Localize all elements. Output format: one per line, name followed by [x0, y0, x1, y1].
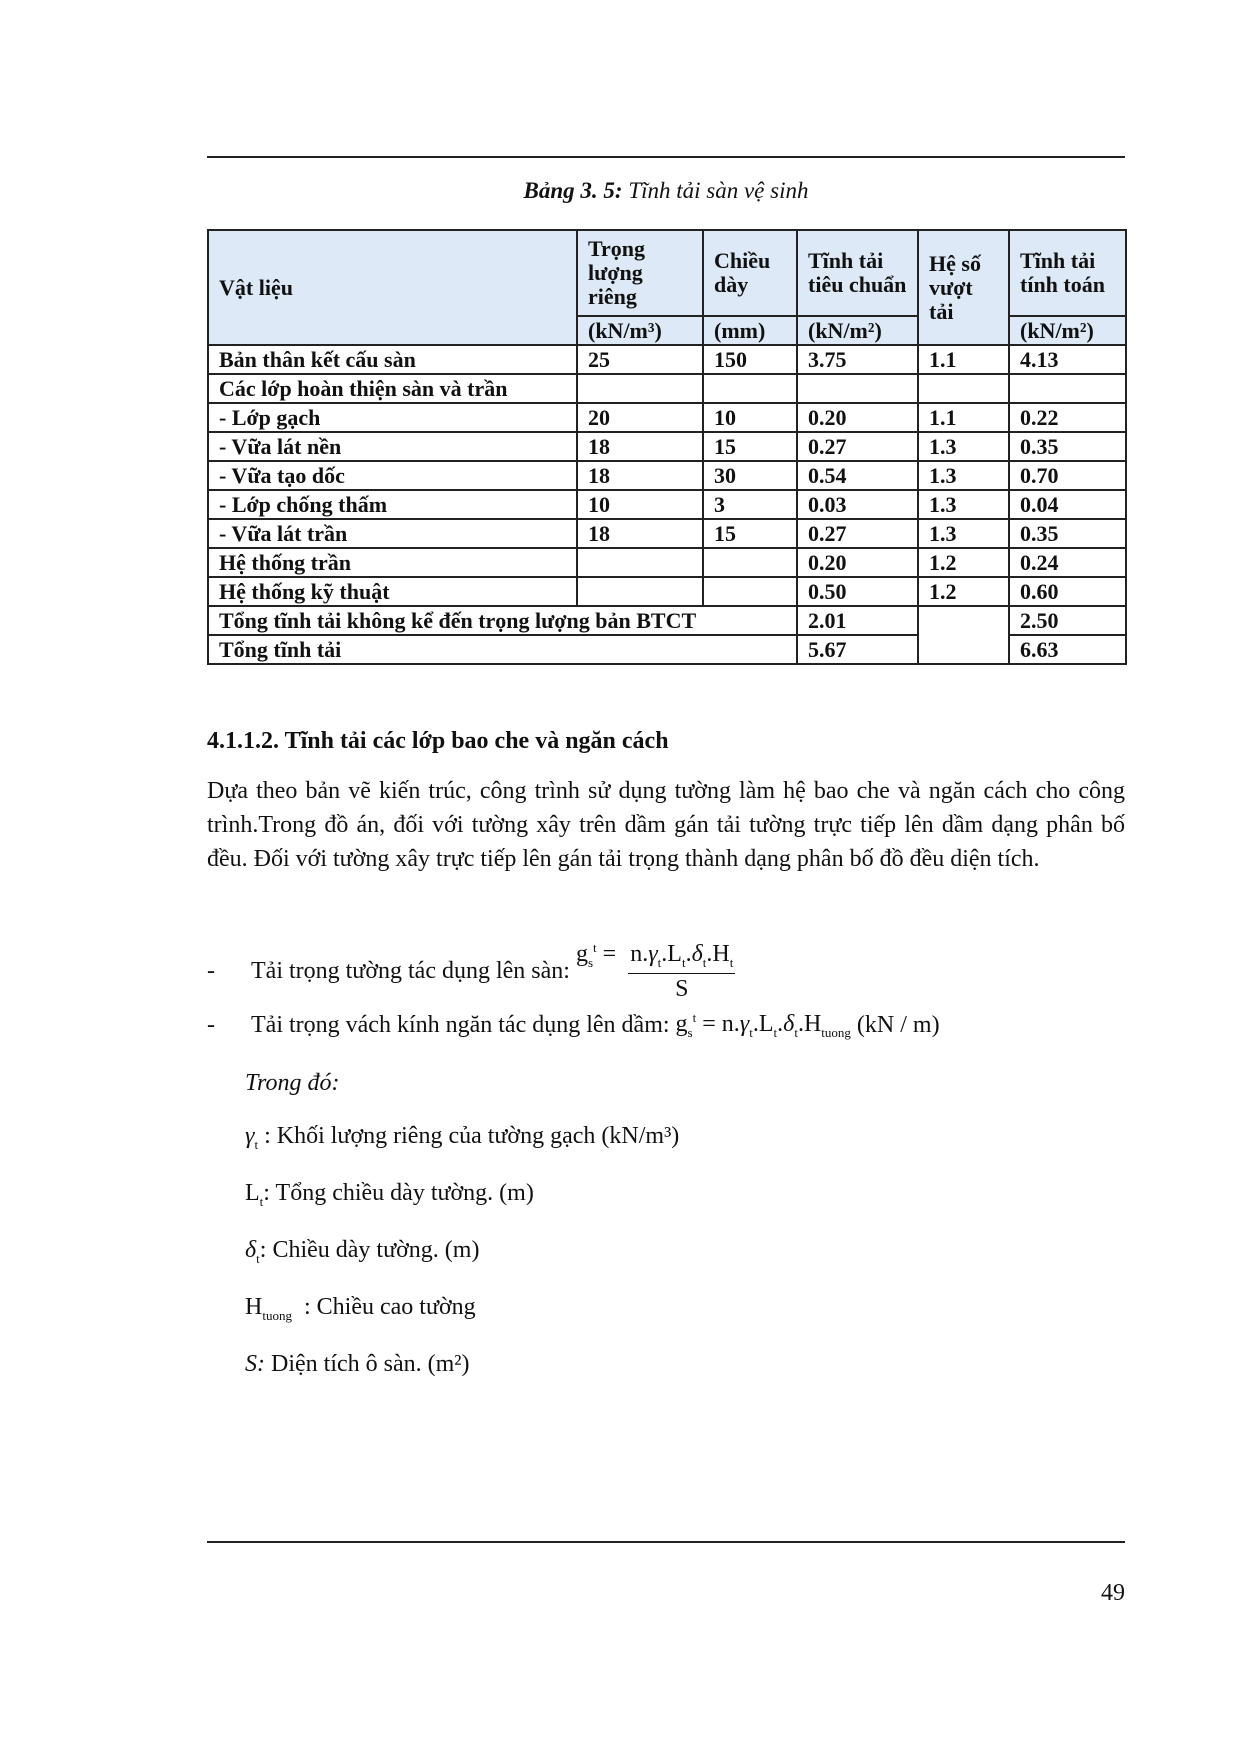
table-header-row [208, 230, 1126, 316]
cell-factor: 1.3 [918, 490, 1009, 519]
def-L: $L_t$: Tổng chiều dày tường. (m) [245, 1180, 534, 1209]
table-body [208, 345, 1126, 606]
cell-material: - Lớp chống thấm [208, 490, 577, 519]
cell-material: - Vữa lát trần [208, 519, 577, 548]
total-std: 5.67 [797, 635, 918, 664]
total-calc: 6.63 [1009, 635, 1126, 664]
cell-calc [1009, 374, 1126, 403]
caption-title: Tĩnh tải sàn vệ sinh [628, 178, 809, 203]
cell-thickness: 150 [703, 345, 797, 374]
total-factor-blank [918, 606, 1009, 664]
bullet-dash: - [207, 957, 215, 984]
header-rule [207, 156, 1125, 158]
cell-material: - Vữa tạo dốc [208, 461, 577, 490]
cell-std: 0.27 [797, 432, 918, 461]
cell-factor: 1.2 [918, 577, 1009, 606]
cell-material: - Lớp gạch [208, 403, 577, 432]
where-title: Trong đó: [245, 1070, 340, 1096]
cell-factor: 1.3 [918, 432, 1009, 461]
cell-std: 0.54 [797, 461, 918, 490]
cell-density: 20 [577, 403, 703, 432]
def-delta: $\delta_t$: Chiều dày tường. (m) [245, 1237, 480, 1266]
cell-calc: 0.60 [1009, 577, 1126, 606]
cell-calc: 4.13 [1009, 345, 1126, 374]
cell-std: 0.20 [797, 403, 918, 432]
cell-density [577, 577, 703, 606]
total-excl-label: Tổng tĩnh tải không kể đến trọng lượng bản BTCT [208, 606, 797, 635]
unit-thickness: (mm) [703, 316, 797, 345]
cell-std: 0.20 [797, 548, 918, 577]
header-density: Trọng lượng riêng [577, 230, 703, 316]
cell-thickness [703, 577, 797, 606]
cell-material: Bản thân kết cấu sàn [208, 345, 577, 374]
cell-factor: 1.3 [918, 461, 1009, 490]
table-row [208, 490, 1126, 519]
formula-2-expression: $g_s^t = n.\gamma_t.L_t.\delta_t.H_{tuong}$ [669, 1010, 851, 1040]
cell-std: 0.50 [797, 577, 918, 606]
table-row [208, 577, 1126, 606]
cell-thickness: 10 [703, 403, 797, 432]
cell-density: 18 [577, 432, 703, 461]
cell-thickness: 15 [703, 432, 797, 461]
cell-material: Hệ thống trần [208, 548, 577, 577]
header-calc-load: Tĩnh tải tính toán [1009, 230, 1126, 316]
cell-density [577, 374, 703, 403]
unit-density: (kN/m³) [577, 316, 703, 345]
total-excl-calc: 2.50 [1009, 606, 1126, 635]
table-row [208, 345, 1126, 374]
def-S [245, 1351, 469, 1378]
formula-wall-on-slab [207, 940, 735, 1003]
cell-factor: 1.3 [918, 519, 1009, 548]
header-factor: Hệ số vượt tải [918, 230, 1009, 345]
def-S-text: Diện tích ô sàn. (m²) [265, 1351, 470, 1377]
dead-load-table [207, 229, 1127, 665]
table-caption [207, 178, 1125, 204]
table-row [208, 374, 1126, 403]
cell-calc: 0.22 [1009, 403, 1126, 432]
cell-thickness [703, 374, 797, 403]
section-paragraph: Dựa theo bản vẽ kiến trúc, công trình sử dụng tường làm hệ bao che và ngăn cách cho công trình.Trong đồ án, đối với tường xây trên dầm gán tải tường trực tiếp lên dầm dạng phân bố đều. Đối với tường xây trực tiếp lên gán tải trọng thành dạng phân bố đồ đều diện tích. [207, 778, 1125, 872]
formula-1-expression: $g_s^t$ = $\frac{n.\gamma_t.L_t.\delta_t.H_t}{S}$ [569, 940, 734, 1002]
def-gamma: $\gamma_t$ : Khối lượng riêng của tường gạch (kN/m³) [245, 1123, 680, 1152]
table-row [208, 519, 1126, 548]
cell-density: 10 [577, 490, 703, 519]
header-thickness: Chiều dày [703, 230, 797, 316]
cell-calc: 0.24 [1009, 548, 1126, 577]
formula-1-label: Tải trọng tường tác dụng lên sàn: [251, 957, 570, 984]
cell-std: 0.27 [797, 519, 918, 548]
table-row [208, 548, 1126, 577]
cell-material: Hệ thống kỹ thuật [208, 577, 577, 606]
def-H-text: : Chiều cao tường [303, 1294, 476, 1320]
cell-calc: 0.70 [1009, 461, 1126, 490]
formula-2-label: Tải trọng vách kính ngăn tác dụng lên dầm: [251, 1011, 670, 1038]
def-H: $H_{tuong}$ : Chiều cao tường [245, 1294, 476, 1323]
footer-rule [207, 1541, 1125, 1543]
cell-factor: 1.1 [918, 403, 1009, 432]
total-label: Tổng tĩnh tải [208, 635, 797, 664]
page-number: 49 [1101, 1580, 1125, 1606]
cell-std: 3.75 [797, 345, 918, 374]
section-heading: 4.1.1.2. Tĩnh tải các lớp bao che và ngăn cách [207, 728, 669, 754]
cell-factor: 1.1 [918, 345, 1009, 374]
cell-factor: 1.2 [918, 548, 1009, 577]
cell-density [577, 548, 703, 577]
bullet-dash: - [207, 1011, 215, 1038]
header-material: Vật liệu [208, 230, 577, 345]
cell-calc: 0.35 [1009, 432, 1126, 461]
cell-calc: 0.04 [1009, 490, 1126, 519]
total-excl-std: 2.01 [797, 606, 918, 635]
cell-calc: 0.35 [1009, 519, 1126, 548]
formula-2-unit: (kN / m) [856, 1011, 940, 1038]
cell-factor [918, 374, 1009, 403]
cell-thickness: 3 [703, 490, 797, 519]
caption-label: Bảng 3. 5: [523, 178, 623, 203]
formula-glass-on-beam [207, 1010, 940, 1041]
table-row-total-excl [208, 606, 1126, 635]
def-S-symbol: S: [245, 1351, 265, 1377]
def-gamma-text: : Khối lượng riêng của tường gạch (kN/m³) [264, 1123, 680, 1149]
unit-calc-load: (kN/m²) [1009, 316, 1126, 345]
table-row [208, 432, 1126, 461]
unit-std-load: (kN/m²) [797, 316, 918, 345]
cell-std: 0.03 [797, 490, 918, 519]
cell-std [797, 374, 918, 403]
cell-thickness: 30 [703, 461, 797, 490]
cell-density: 18 [577, 519, 703, 548]
cell-density: 18 [577, 461, 703, 490]
cell-thickness: 15 [703, 519, 797, 548]
cell-density: 25 [577, 345, 703, 374]
header-std-load: Tĩnh tải tiêu chuẩn [797, 230, 918, 316]
cell-material: - Vữa lát nền [208, 432, 577, 461]
def-delta-text: : Chiều dày tường. (m) [259, 1237, 480, 1263]
table-row [208, 461, 1126, 490]
table-row [208, 403, 1126, 432]
cell-material: Các lớp hoàn thiện sàn và trần [208, 374, 577, 403]
cell-thickness [703, 548, 797, 577]
def-L-text: : Tổng chiều dày tường. (m) [263, 1180, 534, 1206]
